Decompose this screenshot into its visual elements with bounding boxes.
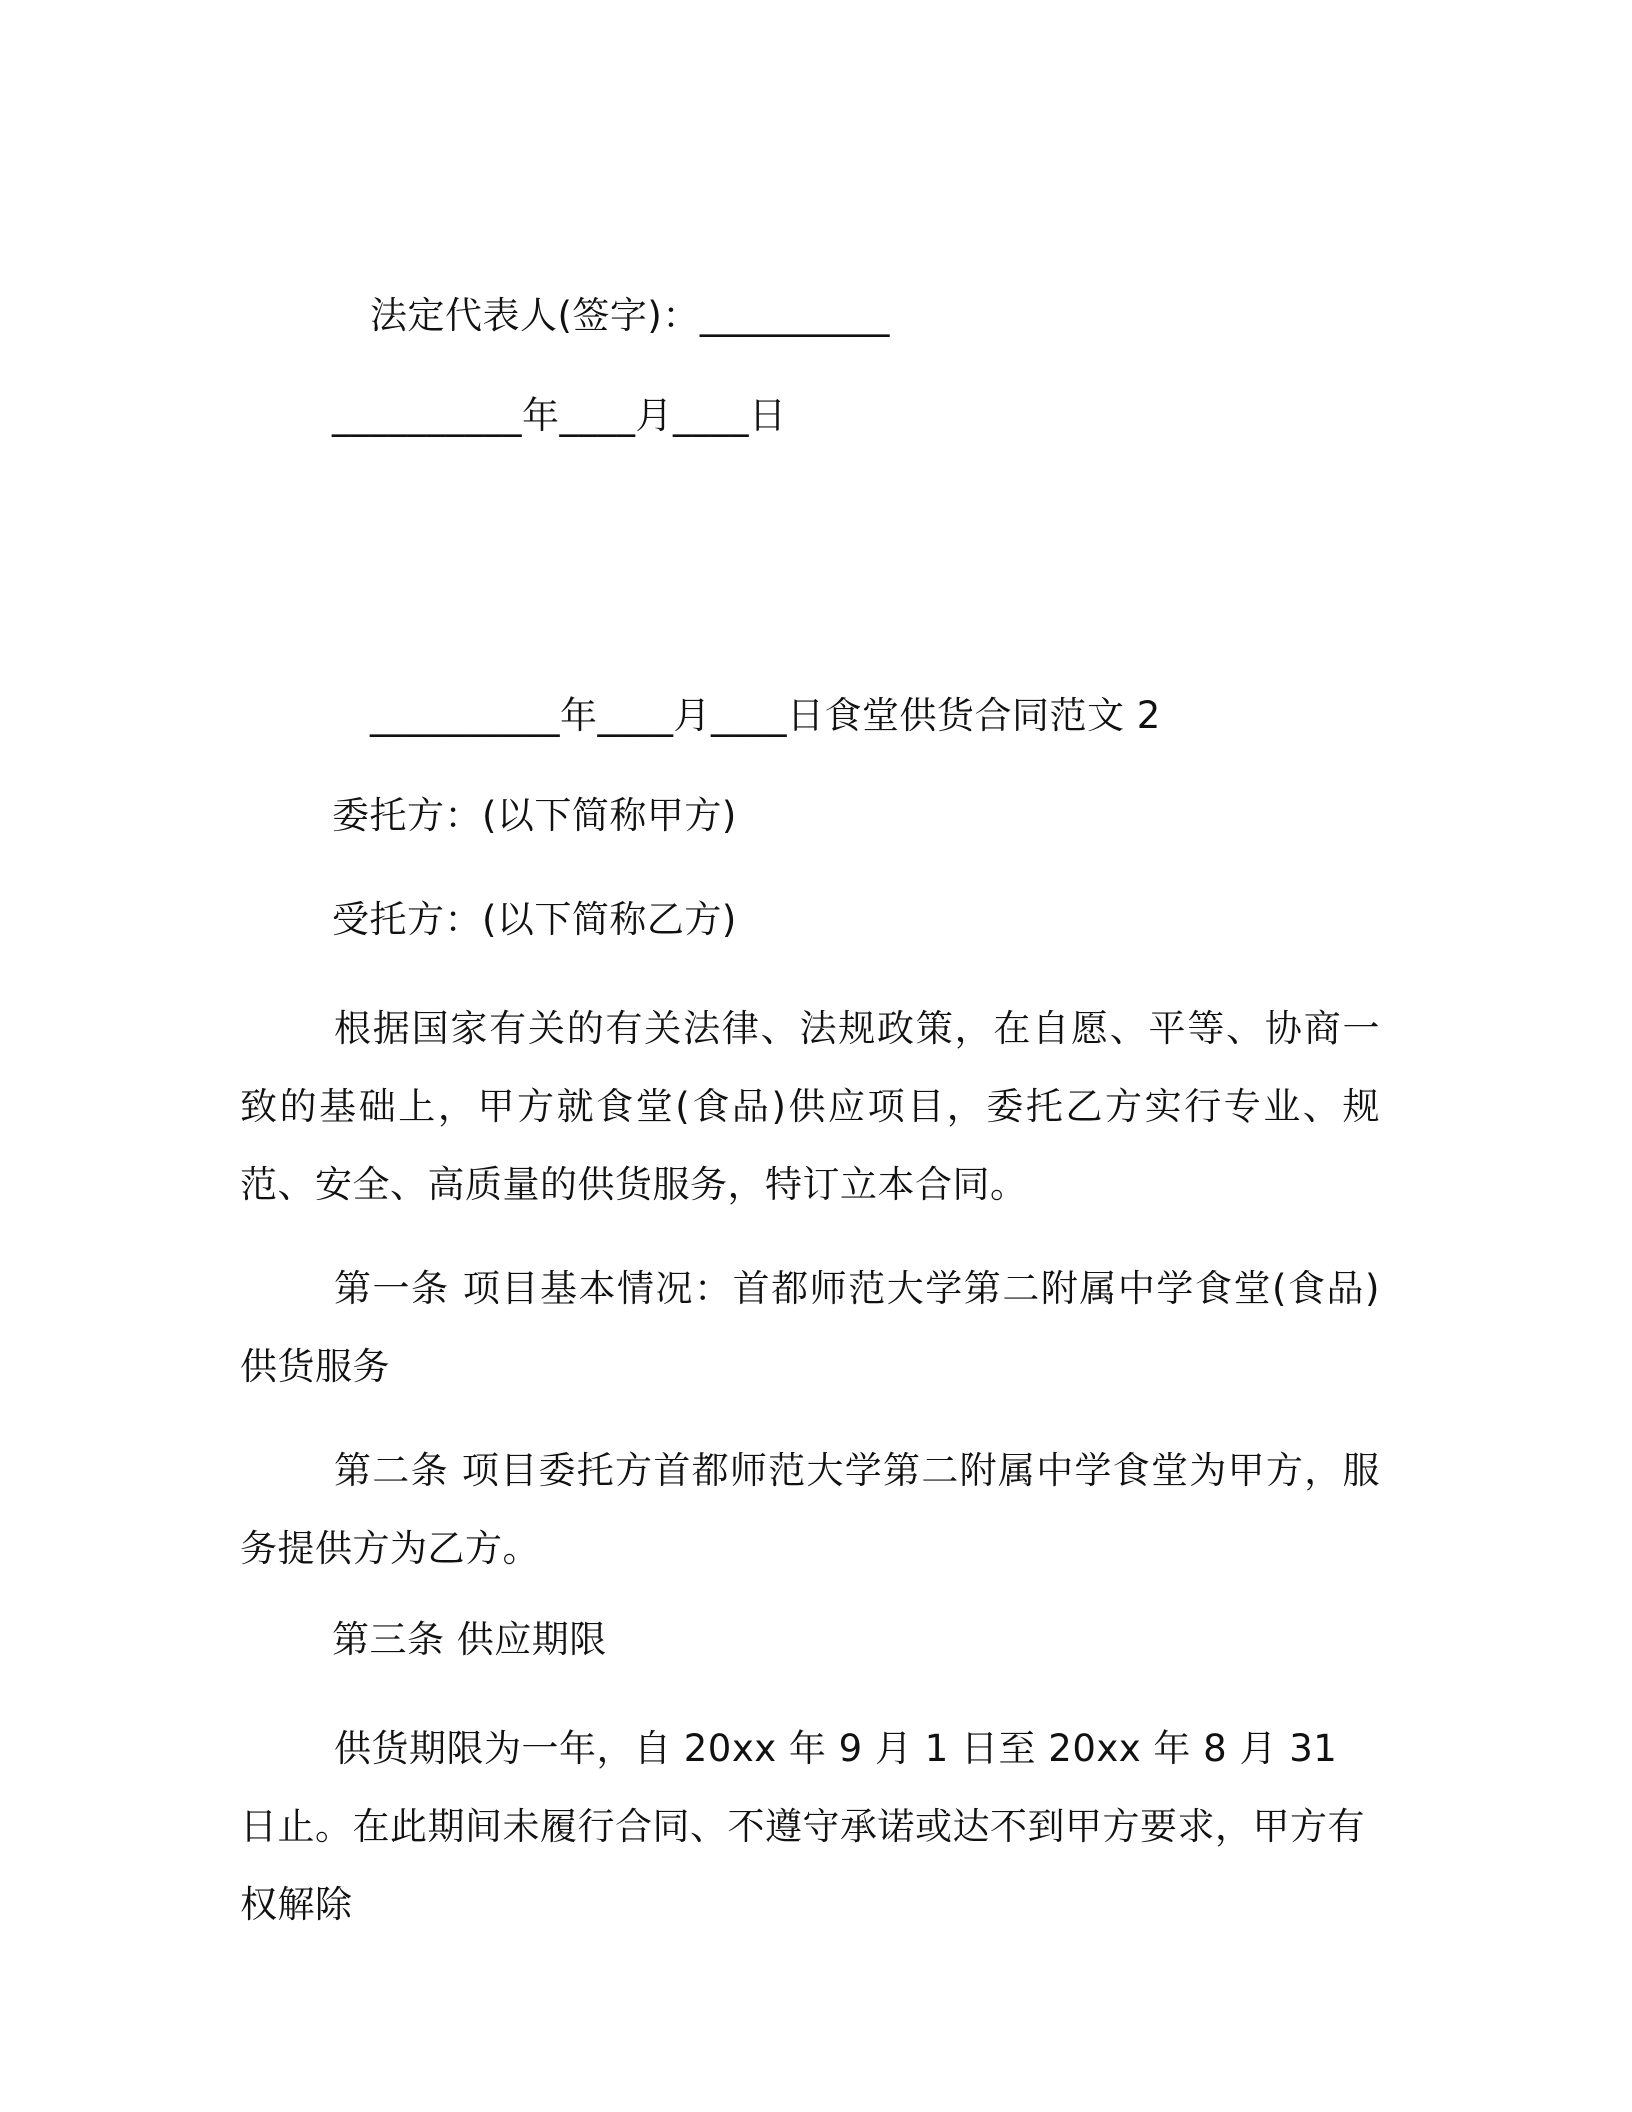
legal-representative-signature-line: 法定代表人(签字)：__________ xyxy=(370,294,890,337)
signature-date-line: __________年____月____日 xyxy=(332,394,787,437)
article-2-paragraph: 第二条 项目委托方首都师范大学第二附属中学食堂为甲方，服务提供方为乙方。 xyxy=(240,1449,1380,1570)
article-3-title: 第三条 供应期限 xyxy=(332,1618,607,1661)
preamble-paragraph: 根据国家有关的有关法律、法规政策，在自愿、平等、协商一致的基础上，甲方就食堂(食品)供应项目，委托乙方实行专业、规范、安全、高质量的供货服务，特订立本合同。 xyxy=(240,1007,1380,1206)
contractor-party-line: 受托方：(以下简称乙方) xyxy=(332,898,737,941)
client-party-line: 委托方：(以下简称甲方) xyxy=(332,794,737,837)
contract-heading: __________年____月____日食堂供货合同范文 2 xyxy=(370,694,1161,737)
article-3-paragraph: 供货期限为一年，自 20xx 年 9 月 1 日至 20xx 年 8 月 31 日止。在此期间未履行合同、不遵守承诺或达不到甲方要求，甲方有权解除 xyxy=(240,1727,1365,1926)
article-1-paragraph: 第一条 项目基本情况：首都师范大学第二附属中学食堂(食品)供货服务 xyxy=(240,1267,1380,1388)
